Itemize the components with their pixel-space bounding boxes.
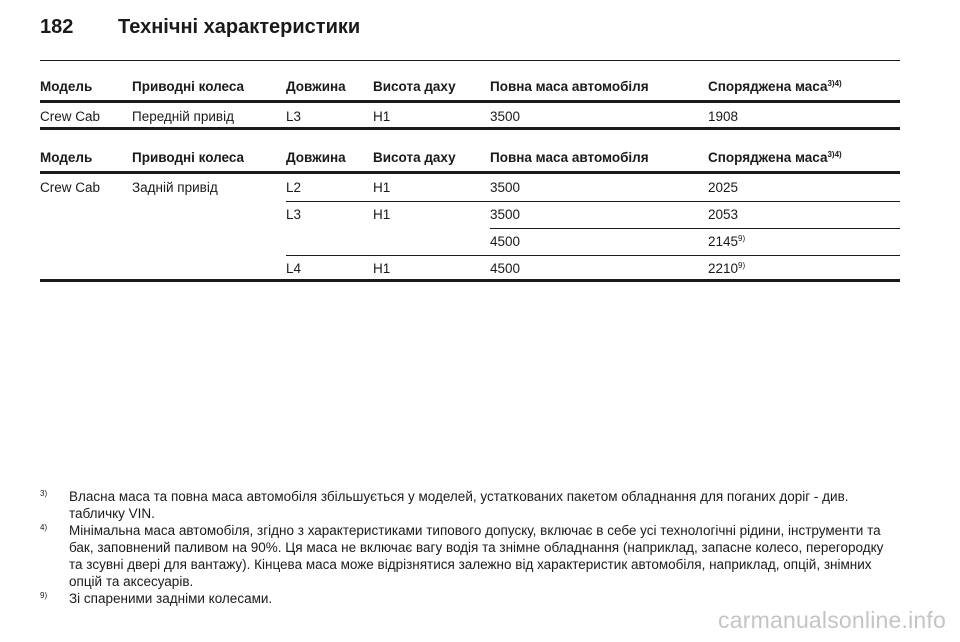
cell-model: Crew Cab [40,109,101,124]
cell-length: L4 [286,261,302,276]
table-bottom-rule [40,127,900,130]
cell-roof: H1 [373,109,391,124]
header-divider [40,60,900,61]
footnotes [40,488,900,607]
column-header-model: Модель [40,150,93,165]
footnote [40,488,900,522]
watermark: carmanualsonline.info [718,607,946,633]
column-header-model: Модель [40,79,93,94]
cell-gross-weight: 4500 [490,234,521,249]
cell-gross-weight: 4500 [490,261,521,276]
cell-roof: H1 [373,261,391,276]
column-header-drive: Приводні колеса [132,79,245,94]
cell-curb-weight: 1908 [708,109,739,124]
column-header-curb-weight: Споряджена маса$^{3)4)}$ [708,150,842,165]
column-header-drive: Приводні колеса [132,150,245,165]
column-header-curb-weight: Споряджена маса$^{3)4)}$ [708,79,842,94]
column-header-gross-weight: Повна маса автомобіля [490,79,649,94]
table-row [40,228,900,255]
cell-model: Crew Cab [40,180,101,195]
cell-curb-weight: 2025 [708,180,739,195]
column-header-roof: Висота даху [373,79,456,94]
footnote-mark: 4) [40,523,48,532]
cell-curb-weight: 2210$^{9)}$ [708,261,746,276]
footnote-ref: 3)4) [827,150,842,159]
cell-drive: Передній привід [132,109,234,124]
footnote [40,590,900,607]
footnote-text: Зі спареними задніми колесами. [69,591,273,606]
cell-roof: H1 [373,180,391,195]
cell-gross-weight: 3500 [490,109,521,124]
cell-curb-weight: 2053 [708,207,739,222]
spec-table-front-drive [40,76,900,130]
footnote [40,522,900,590]
cell-roof: H1 [373,207,391,222]
cell-gross-weight: 3500 [490,207,521,222]
page-title: Технічні характеристики [118,16,361,38]
footnote-text: Мінімальна маса автомобіля, згідно з характеристиками типового допуску, включає в себе усі технологічні рідини, інструменти та бак, заповнений паливом на 90%. Ця маса не включає вагу водія та знімне обладнання (наприклад, запасне колесо, перегородку та зсувні двері для вантажу). Кінцева маса може відрізнятися залежно від характеристик автомобіля, наприклад, опцій, знімних опцій та аксесуарів. [69,523,884,589]
column-header-length: Довжина [286,79,346,94]
footnote-mark: 3) [40,489,48,498]
table-bottom-rule [40,279,900,282]
cell-gross-weight: 3500 [490,180,521,195]
footnote-ref: 9) [738,261,746,270]
table-row [40,103,900,130]
column-header-length: Довжина [286,150,346,165]
footnote-ref: 3)4) [827,79,842,88]
table-row [40,174,900,201]
spec-table-rear-drive [40,147,900,282]
table-row [40,255,900,282]
table-header-row [40,76,900,103]
footnote-text: Власна маса та повна маса автомобіля збільшується у моделей, устаткованих пакетом обладнання для поганих доріг - див. табличку VIN. [69,489,849,521]
cell-length: L3 [286,207,302,222]
page-number: 182 [40,16,74,38]
footnote-ref: 9) [738,234,746,243]
table-header-row [40,147,900,174]
table-row [40,201,900,228]
column-header-gross-weight: Повна маса автомобіля [490,150,649,165]
cell-drive: Задній привід [132,180,218,195]
cell-curb-weight: 2145$^{9)}$ [708,234,746,249]
column-header-roof: Висота даху [373,150,456,165]
cell-length: L2 [286,180,302,195]
cell-length: L3 [286,109,302,124]
footnote-mark: 9) [40,591,48,600]
